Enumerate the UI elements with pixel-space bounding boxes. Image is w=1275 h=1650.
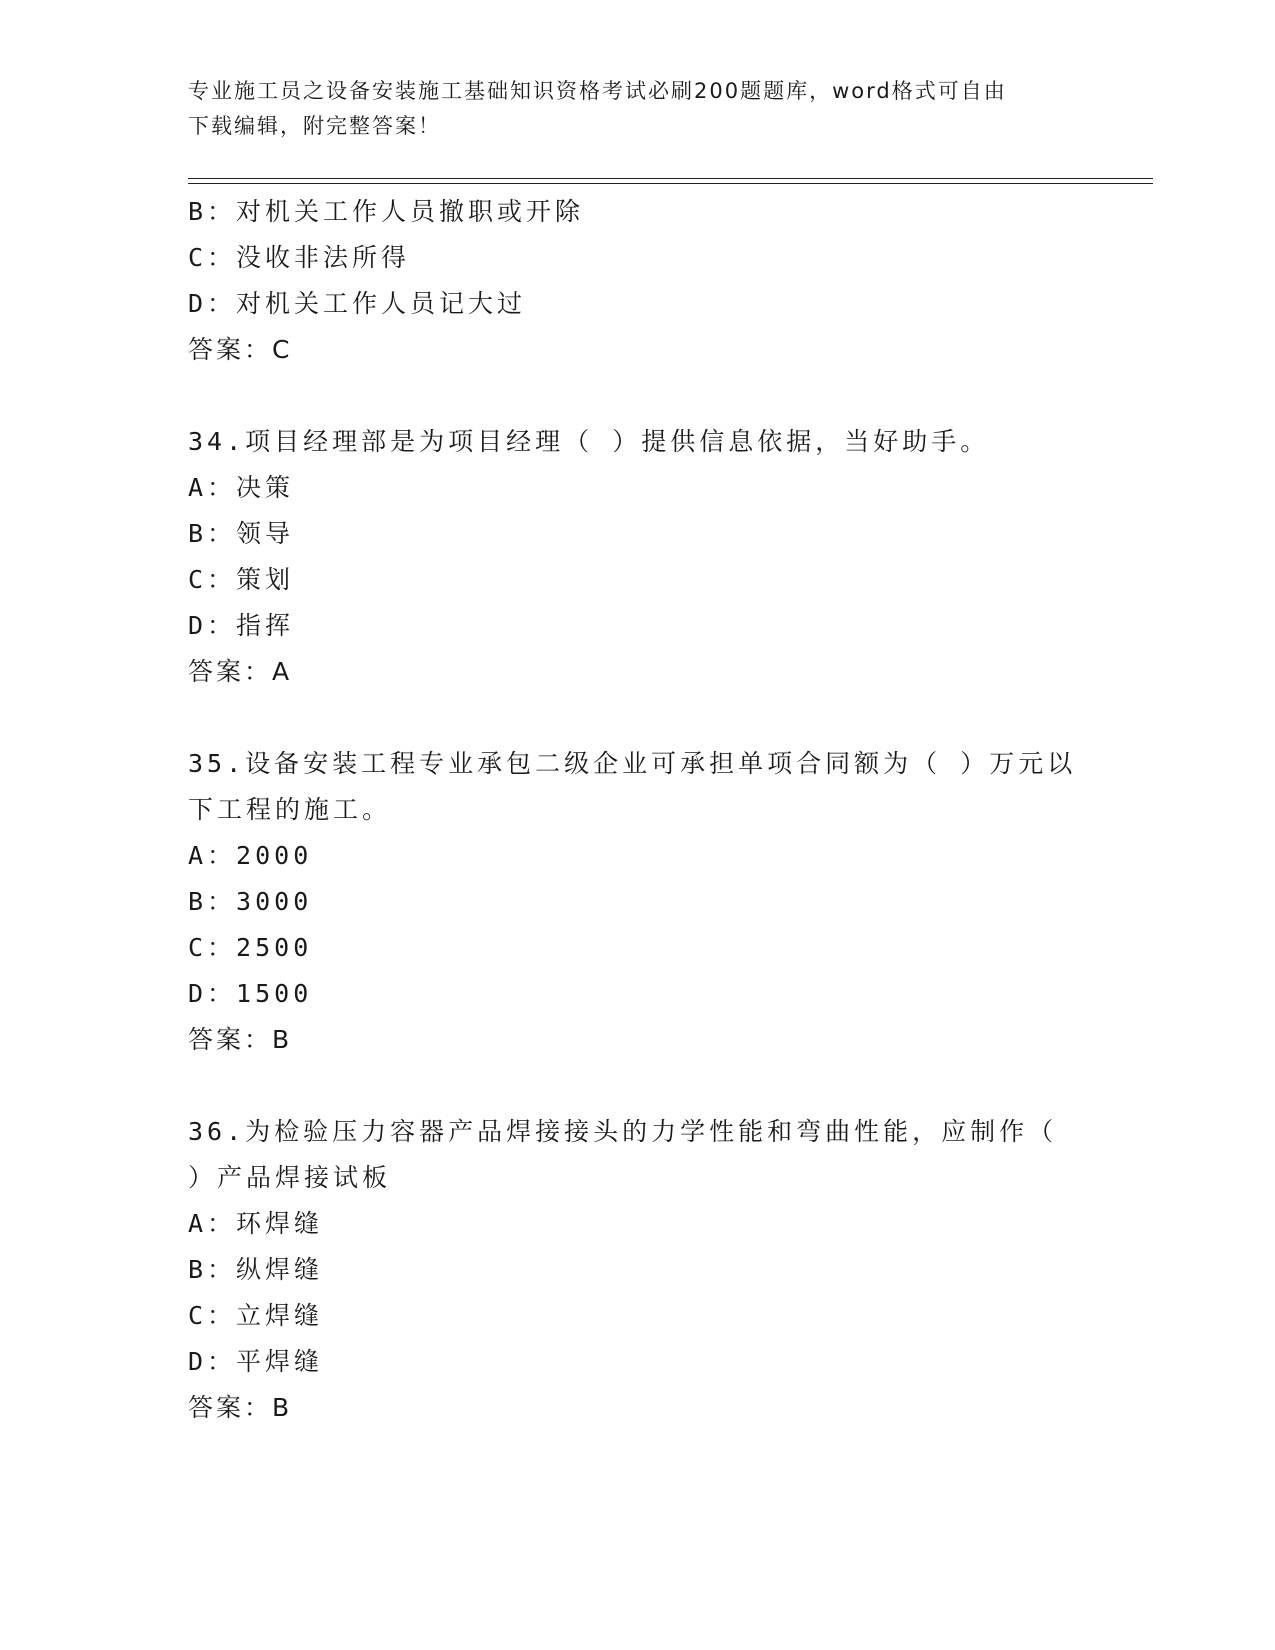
option-d: D：对机关工作人员记大过: [188, 289, 527, 318]
option-d: D：指挥: [188, 611, 295, 640]
option-b: B：对机关工作人员撤职或开除: [188, 197, 585, 226]
option-a: A：2000: [188, 841, 313, 870]
question-35: [188, 741, 1088, 1063]
option-c: C：策划: [188, 565, 295, 594]
option-c: C：2500: [188, 933, 313, 962]
question-34: [188, 419, 1088, 695]
question-stem-continued: 下工程的施工。: [188, 795, 392, 824]
spacer: [188, 1063, 1088, 1109]
option-c: C：立焊缝: [188, 1301, 324, 1330]
document-header: [188, 74, 1088, 144]
header-line-1: 专业施工员之设备安装施工基础知识资格考试必刷200题题库，word格式可自由: [188, 79, 1007, 103]
question-33-tail: [188, 189, 1088, 373]
question-36: [188, 1109, 1088, 1431]
question-stem: 34.项目经理部是为项目经理（ ）提供信息依据，当好助手。: [188, 427, 990, 456]
header-rule-top: [188, 178, 1153, 179]
option-a: A：决策: [188, 473, 295, 502]
answer-line: 答案：B: [188, 1025, 293, 1054]
option-c: C：没收非法所得: [188, 243, 411, 272]
question-stem-continued: ）产品焊接试板: [188, 1163, 392, 1192]
option-a: A：环焊缝: [188, 1209, 324, 1238]
option-b: B：纵焊缝: [188, 1255, 324, 1284]
question-stem: 36.为检验压力容器产品焊接接头的力学性能和弯曲性能，应制作（: [188, 1117, 1058, 1146]
spacer: [188, 695, 1088, 741]
option-b: B：领导: [188, 519, 295, 548]
answer-line: 答案：C: [188, 335, 293, 364]
question-content: [188, 189, 1088, 1431]
option-d: D：平焊缝: [188, 1347, 324, 1376]
question-stem: 35.设备安装工程专业承包二级企业可承担单项合同额为（ ）万元以: [188, 749, 1077, 778]
answer-line: 答案：A: [188, 657, 293, 686]
header-line-2: 下载编辑，附完整答案！: [188, 114, 441, 138]
spacer: [188, 373, 1088, 419]
answer-line: 答案：B: [188, 1393, 293, 1422]
option-d: D：1500: [188, 979, 313, 1008]
option-b: B：3000: [188, 887, 313, 916]
header-rule-bottom: [188, 183, 1153, 184]
